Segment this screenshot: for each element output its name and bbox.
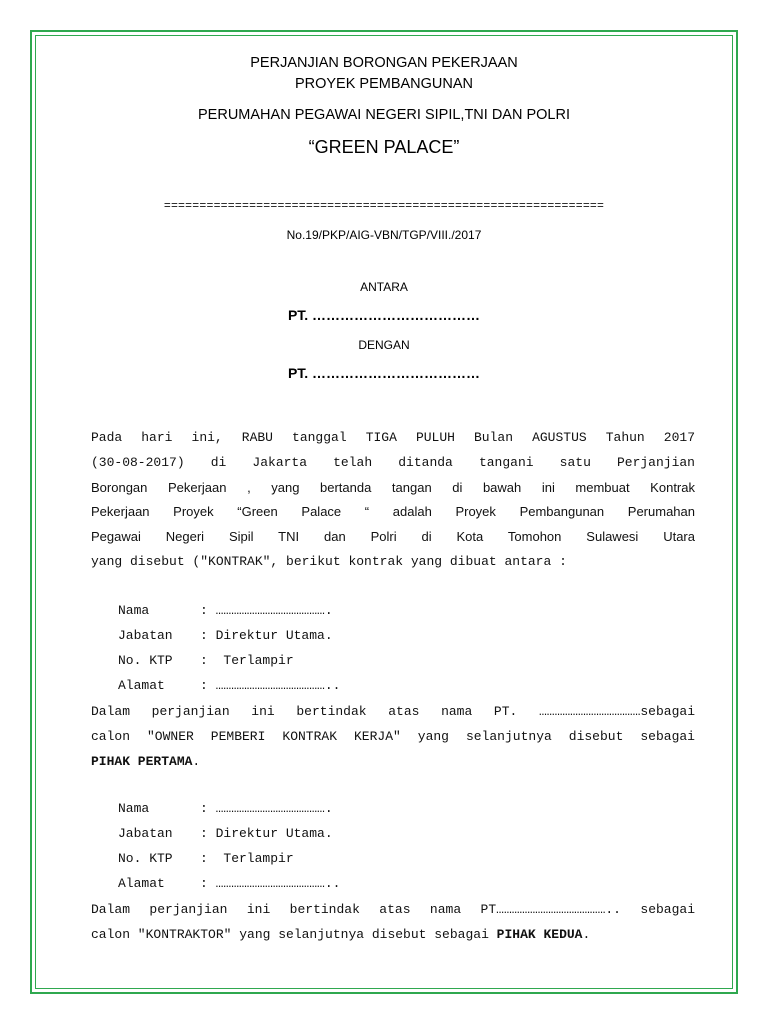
party-1-role-end: . [192,753,201,769]
party-2-role-end: . [582,926,591,942]
intro-line: Pekerjaan Proyek “Green Palace “ adalah Proyek Pembangunan Perumahan [91,504,695,520]
party-2-nama [118,801,333,816]
party-2-desc-line: Dalam perjanjian ini bertindak atas nama PT…………………………………….. sebagai [91,902,695,917]
field-label: Nama [118,603,150,618]
party-1-desc-line: Dalam perjanjian ini bertindak atas nama PT. …………………………………sebagai [91,704,695,719]
party-2-company: PT. ……………………………… [287,365,481,381]
field-label: No. KTP [118,653,173,668]
party-1-alamat [118,678,340,693]
party-2-role: PIHAK KEDUA [496,926,583,942]
field-label: Nama [118,801,150,816]
intro-line: Borongan Pekerjaan , yang bertanda tangan di bawah ini membuat Kontrak [91,479,695,495]
party-1-desc-line: calon "OWNER PEMBERI KONTRAK KERJA" yang selanjutnya disebut sebagai [91,728,695,744]
dengan-label: DENGAN [358,338,410,352]
separator-line: ============================================================== [163,200,605,213]
title-line-3: PERUMAHAN PEGAWAI NEGERI SIPIL,TNI DAN POLRI [198,107,570,123]
party-1-nama [118,603,333,618]
intro-line: yang disebut ("KONTRAK", berikut kontrak yang dibuat antara : [91,553,567,569]
title-line-2: PROYEK PEMBANGUNAN [294,76,474,92]
party-2-jabatan [118,826,333,841]
party-2-desc-line: calon "KONTRAKTOR" yang selanjutnya disebut sebagai [91,926,497,942]
intro-line: Pada hari ini, RABU tanggal TIGA PULUH Bulan AGUSTUS Tahun 2017 [91,430,695,445]
party-1-description [91,700,695,774]
field-value: : ……………………………………. [200,603,333,618]
antara-label: ANTARA [360,280,408,294]
party-1-role: PIHAK PERTAMA [91,753,193,769]
intro-paragraph [91,426,695,575]
intro-line: (30-08-2017) di Jakarta telah ditanda tangani satu Perjanjian [91,454,695,470]
title-line-1: PERJANJIAN BORONGAN PEKERJAAN [250,55,518,71]
field-label: Alamat [118,678,165,693]
document-number: No.19/PKP/AIG-VBN/TGP/VIII./2017 [286,228,482,242]
field-label: Alamat [118,876,165,891]
field-value: : Direktur Utama. [200,826,333,841]
party-1-ktp [118,653,294,668]
party-2-description [91,898,695,948]
field-label: Jabatan [118,826,173,841]
intro-line: Pegawai Negeri Sipil TNI dan Polri di Kota Tomohon Sulawesi Utara [91,529,695,545]
project-name: “GREEN PALACE” [308,137,460,157]
party-1-jabatan [118,628,333,643]
field-label: No. KTP [118,851,173,866]
field-value: : …………………………………….. [200,876,341,891]
field-value: : ……………………………………. [200,801,333,816]
party-2-alamat [118,876,340,891]
party-1-company: PT. ……………………………… [287,307,481,323]
field-value: : Terlampir [200,653,294,668]
party-2-ktp [118,851,294,866]
field-value: : …………………………………….. [200,678,341,693]
field-value: : Direktur Utama. [200,628,333,643]
field-value: : Terlampir [200,851,294,866]
field-label: Jabatan [118,628,173,643]
